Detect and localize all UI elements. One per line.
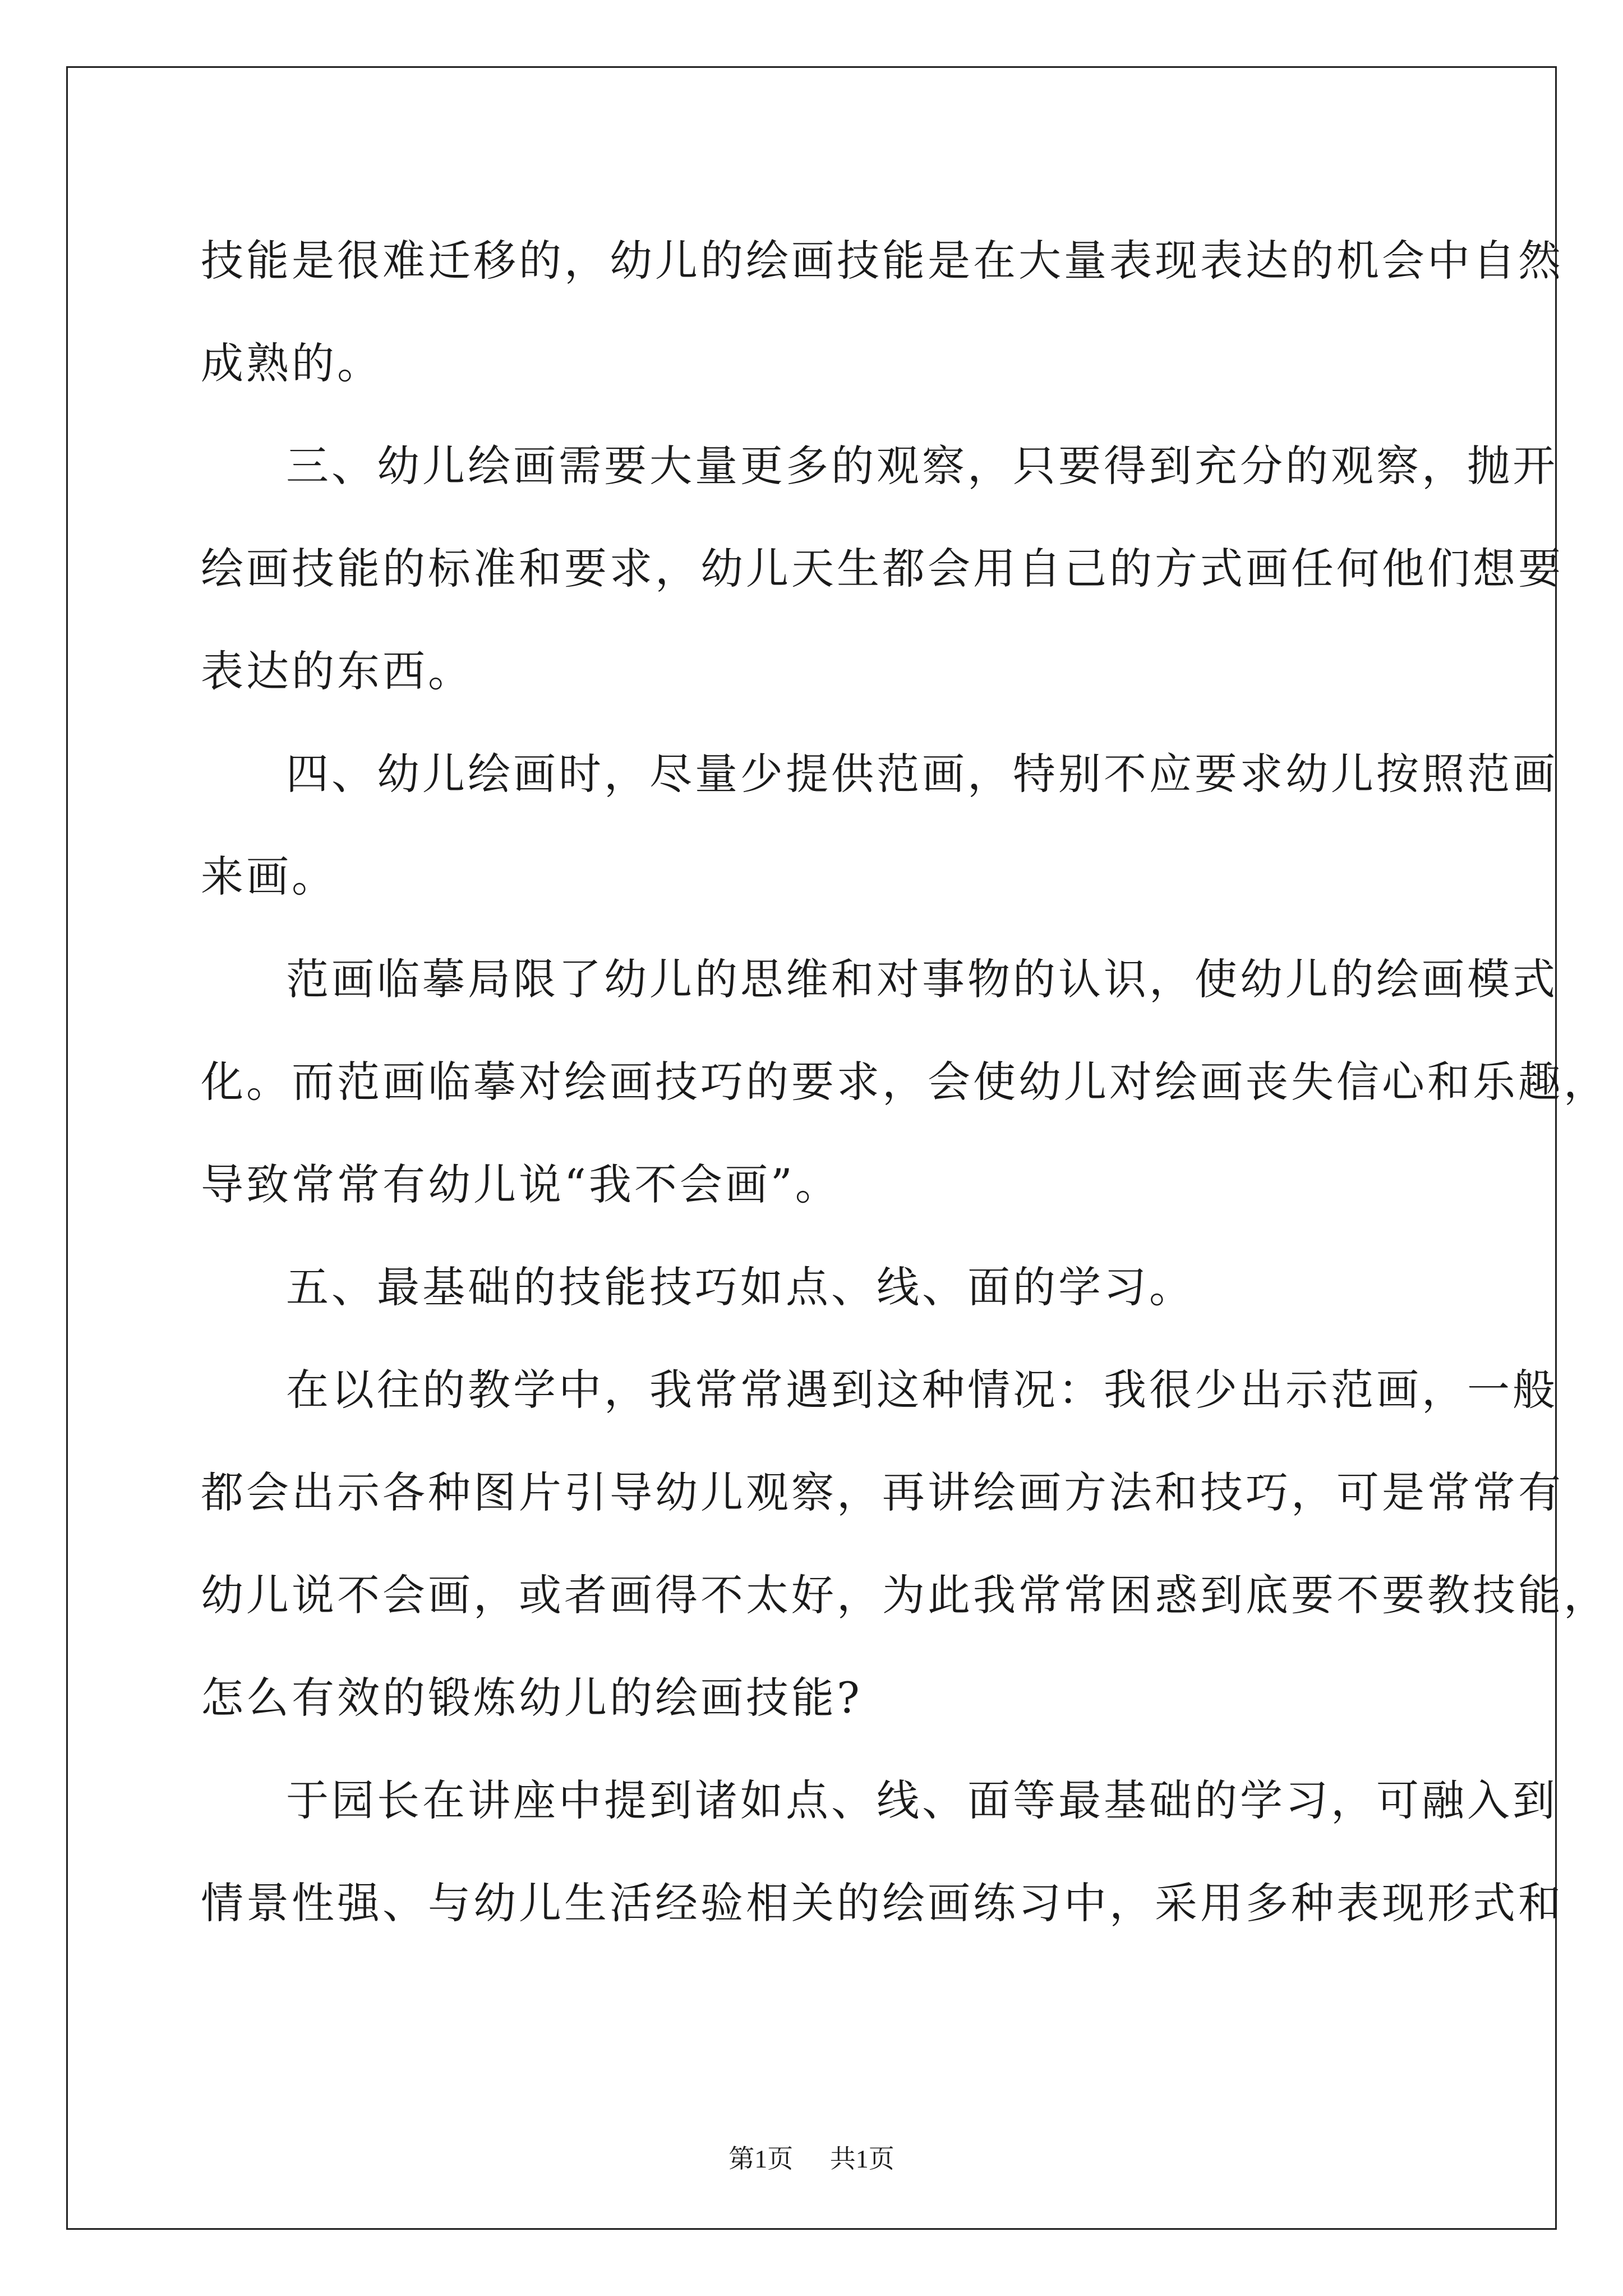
text-line: 导致常常有幼儿说“我不会画”。 bbox=[201, 1159, 841, 1209]
text-line: 情景性强、与幼儿生活经验相关的绘画练习中，采用多种表现形式和 bbox=[201, 1878, 1564, 1928]
page-footer bbox=[0, 2138, 1623, 2175]
text-line: 五、最基础的技能技巧如点、线、面的学习。 bbox=[286, 1262, 1195, 1312]
text-line: 怎么有效的锻炼幼儿的绘画技能? bbox=[201, 1673, 863, 1723]
text-line: 范画临摹局限了幼儿的思维和对事物的认识，使幼儿的绘画模式 bbox=[286, 954, 1558, 1004]
document-body bbox=[201, 209, 1609, 1954]
text-line: 表达的东西。 bbox=[201, 646, 473, 696]
text-line: 在以往的教学中，我常常遇到这种情况：我很少出示范画，一般 bbox=[286, 1365, 1558, 1415]
text-line: 于园长在讲座中提到诸如点、线、面等最基础的学习，可融入到 bbox=[286, 1775, 1558, 1825]
page-number: 第1页 bbox=[728, 2145, 794, 2173]
text-line: 绘画技能的标准和要求，幼儿天生都会用自己的方式画任何他们想要 bbox=[201, 544, 1564, 593]
text-line: 三、幼儿绘画需要大量更多的观察，只要得到充分的观察，抛开 bbox=[286, 441, 1558, 491]
page-total: 共1页 bbox=[829, 2145, 895, 2173]
text-line: 来画。 bbox=[201, 852, 337, 901]
text-line: 都会出示各种图片引导幼儿观察，再讲绘画方法和技巧，可是常常有 bbox=[201, 1467, 1564, 1517]
text-line: 成熟的。 bbox=[201, 338, 382, 388]
text-line: 技能是很难迁移的，幼儿的绘画技能是在大量表现表达的机会中自然 bbox=[201, 236, 1564, 286]
text-line: 幼儿说不会画，或者画得不太好，为此我常常困惑到底要不要教技能， bbox=[201, 1570, 1609, 1620]
text-line: 化。而范画临摹对绘画技巧的要求，会使幼儿对绘画丧失信心和乐趣， bbox=[201, 1057, 1609, 1107]
text-line: 四、幼儿绘画时，尽量少提供范画，特别不应要求幼儿按照范画 bbox=[286, 749, 1558, 799]
